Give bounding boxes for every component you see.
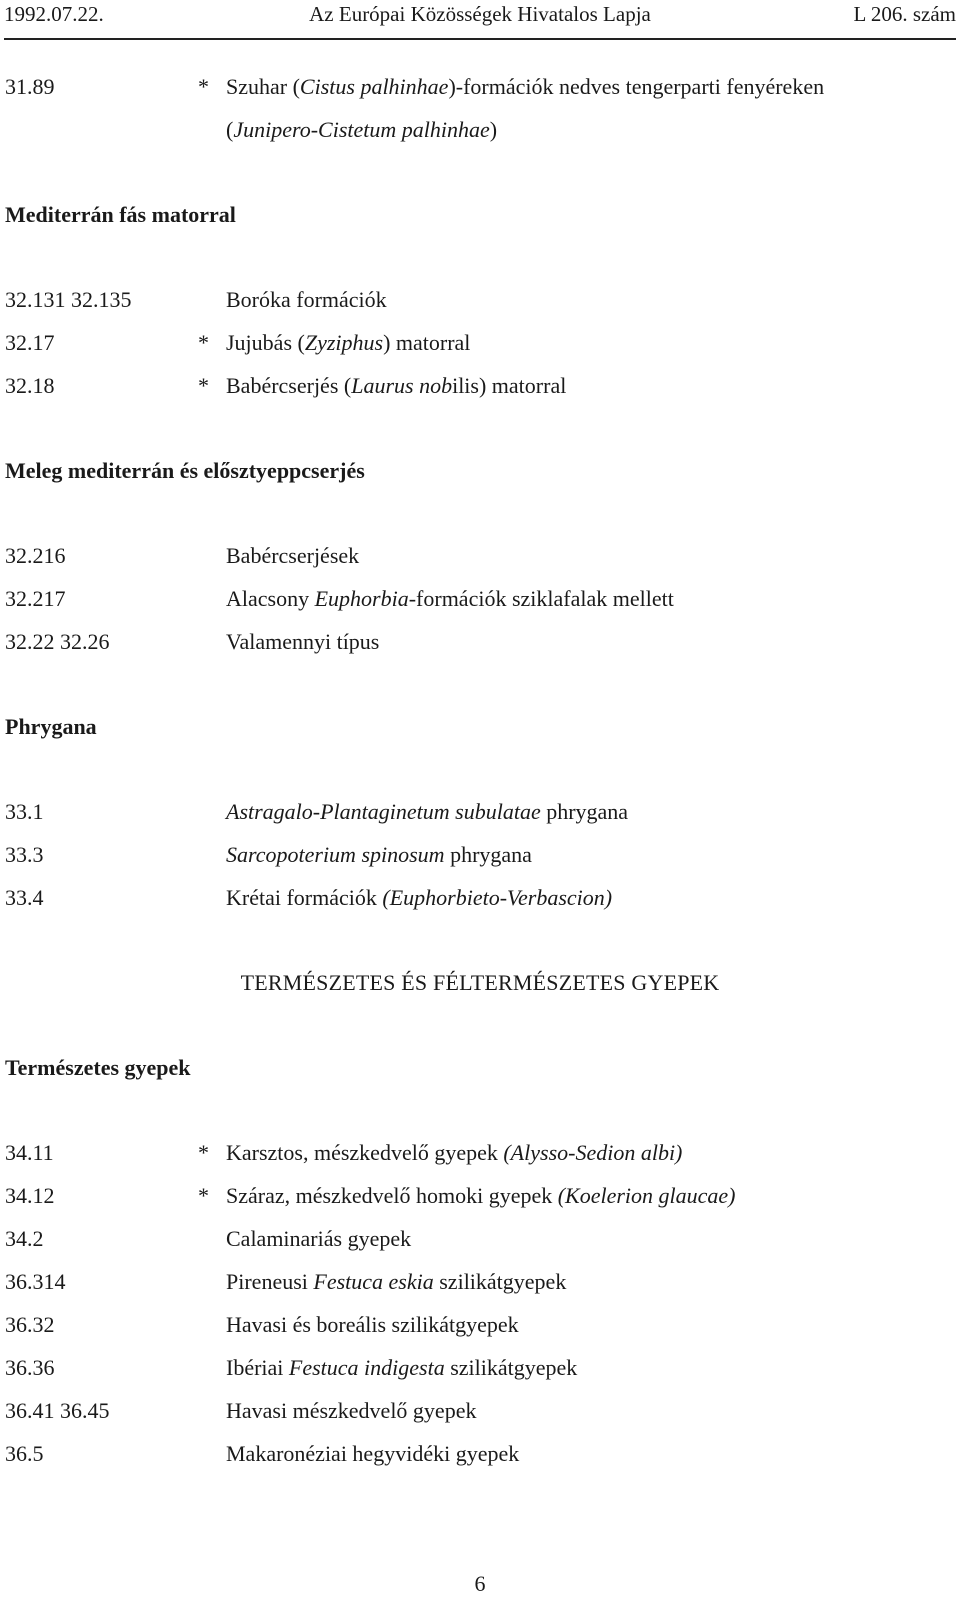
- habitat-code: 33.4: [5, 885, 44, 910]
- text-run: Jujubás (: [226, 330, 305, 355]
- text-run: Sarcopoterium spinosum: [226, 842, 445, 867]
- habitat-description: [226, 1224, 411, 1254]
- text-run: Havasi mészkedvelő gyepek: [226, 1398, 477, 1423]
- text-run: Festuca indigesta: [288, 1355, 445, 1380]
- habitat-description: [226, 1138, 682, 1168]
- text-run: Száraz, mészkedvelő homoki gyepek: [226, 1183, 558, 1208]
- text-run: -formációk sziklafalak mellett: [408, 586, 674, 611]
- text-run: Havasi és boreális szilikátgyepek: [226, 1312, 519, 1337]
- habitat-description: [226, 1267, 566, 1297]
- habitat-code: 36.5: [5, 1441, 44, 1466]
- habitat-code: 36.32: [5, 1312, 55, 1337]
- subsection-heading: Mediterrán fás matorral: [5, 202, 236, 227]
- text-run: Babércserjés (: [226, 373, 352, 398]
- habitat-entry: [0, 883, 960, 913]
- header-title: Az Európai Közösségek Hivatalos Lapja: [309, 2, 651, 26]
- text-run: phrygana: [540, 799, 629, 824]
- text-run: (Alysso-Sedion albi): [503, 1140, 683, 1165]
- habitat-entry-continuation: [0, 115, 960, 145]
- text-run: Astragalo-Plantaginetum subulatae: [226, 799, 541, 824]
- priority-marker: *: [198, 74, 209, 99]
- habitat-description-continuation: [226, 115, 497, 145]
- text-run: Calaminariás gyepek: [226, 1226, 412, 1251]
- habitat-entry: [0, 541, 960, 571]
- habitat-description: [226, 584, 674, 614]
- text-run: Krétai formációk: [226, 885, 383, 910]
- text-run: Cistus palhinhae: [299, 74, 449, 99]
- habitat-code: 32.18: [5, 373, 55, 398]
- habitat-description: [226, 1181, 736, 1211]
- priority-marker: *: [198, 330, 209, 355]
- text-run: Laurus nob: [351, 373, 453, 398]
- habitat-description: [226, 797, 628, 827]
- habitat-entry: [0, 584, 960, 614]
- habitat-entry: [0, 1439, 960, 1469]
- subsection-heading: Természetes gyepek: [5, 1055, 191, 1080]
- habitat-entry: [0, 840, 960, 870]
- habitat-entry: [0, 371, 960, 401]
- text-run: Pireneusi: [226, 1269, 314, 1294]
- text-run: ) matorral: [383, 330, 471, 355]
- subsection-heading: Meleg mediterrán és elősztyeppcserjés: [5, 458, 365, 483]
- habitat-code: 32.217: [5, 586, 66, 611]
- habitat-code: 32.22 32.26: [5, 629, 110, 654]
- habitat-code: 32.17: [5, 330, 55, 355]
- habitat-code: 36.314: [5, 1269, 66, 1294]
- text-run: Ibériai: [226, 1355, 289, 1380]
- habitat-code: 33.3: [5, 842, 44, 867]
- text-run: Zyziphus: [304, 330, 384, 355]
- habitat-description: [226, 285, 387, 315]
- text-run: Alacsony: [226, 586, 315, 611]
- habitat-code: 32.131 32.135: [5, 287, 132, 312]
- habitat-code: 31.89: [5, 74, 55, 99]
- text-run: szilikátgyepek: [444, 1355, 578, 1380]
- habitat-description: [226, 371, 566, 401]
- text-run: Karsztos, mészkedvelő gyepek: [226, 1140, 504, 1165]
- habitat-code: 34.12: [5, 1183, 55, 1208]
- header-rule: [4, 38, 956, 40]
- priority-marker: *: [198, 1140, 209, 1165]
- text-run: (: [226, 117, 234, 142]
- habitat-code: 34.2: [5, 1226, 44, 1251]
- habitat-description: [226, 72, 824, 102]
- habitat-entry: [0, 1138, 960, 1168]
- habitat-entry: [0, 797, 960, 827]
- habitat-entry: [0, 1310, 960, 1340]
- habitat-entry: [0, 1353, 960, 1383]
- text-run: Boróka formációk: [226, 287, 387, 312]
- text-run: Makaronéziai hegyvidéki gyepek: [226, 1441, 520, 1466]
- habitat-description: [226, 1396, 476, 1426]
- habitat-description: [226, 1353, 577, 1383]
- habitat-code: 33.1: [5, 799, 44, 824]
- habitat-description: [226, 840, 532, 870]
- text-run: phrygana: [444, 842, 532, 867]
- habitat-code: 34.11: [5, 1140, 54, 1165]
- habitat-code: 32.216: [5, 543, 66, 568]
- text-run: Valamennyi típus: [226, 629, 380, 654]
- priority-marker: *: [198, 373, 209, 398]
- habitat-code: 36.36: [5, 1355, 55, 1380]
- habitat-entry: [0, 1396, 960, 1426]
- habitat-description: [226, 328, 470, 358]
- text-run: ): [489, 117, 498, 142]
- text-run: Festuca eskia: [313, 1269, 434, 1294]
- text-run: Junipero-Cistetum palhinhae: [233, 117, 490, 142]
- header-issue: L 206. szám: [853, 2, 956, 26]
- section-title: TERMÉSZETES ÉS FÉLTERMÉSZETES GYEPEK: [240, 970, 720, 995]
- habitat-entry: [0, 285, 960, 315]
- text-run: )-formációk nedves tengerparti fenyéreken: [448, 74, 825, 99]
- text-run: (Koelerion glaucae): [557, 1183, 736, 1208]
- text-run: (Euphorbieto-Verbascion): [382, 885, 613, 910]
- habitat-entry: [0, 1224, 960, 1254]
- habitat-entry: [0, 328, 960, 358]
- text-run: ilis) matorral: [452, 373, 567, 398]
- text-run: Szuhar (: [226, 74, 300, 99]
- text-run: szilikátgyepek: [433, 1269, 567, 1294]
- priority-marker: *: [198, 1183, 209, 1208]
- subsection-heading: Phrygana: [5, 714, 97, 739]
- habitat-description: [226, 1439, 519, 1469]
- text-run: Babércserjések: [226, 543, 360, 568]
- habitat-entry: [0, 72, 960, 102]
- page-number: 6: [474, 1571, 486, 1596]
- habitat-description: [226, 627, 379, 657]
- habitat-description: [226, 1310, 519, 1340]
- habitat-code: 36.41 36.45: [5, 1398, 110, 1423]
- habitat-description: [226, 541, 359, 571]
- habitat-entry: [0, 1267, 960, 1297]
- habitat-entry: [0, 1181, 960, 1211]
- text-run: Euphorbia: [314, 586, 409, 611]
- habitat-entry: [0, 627, 960, 657]
- header-date: 1992.07.22.: [4, 2, 104, 26]
- habitat-description: [226, 883, 612, 913]
- page-header: [4, 2, 956, 30]
